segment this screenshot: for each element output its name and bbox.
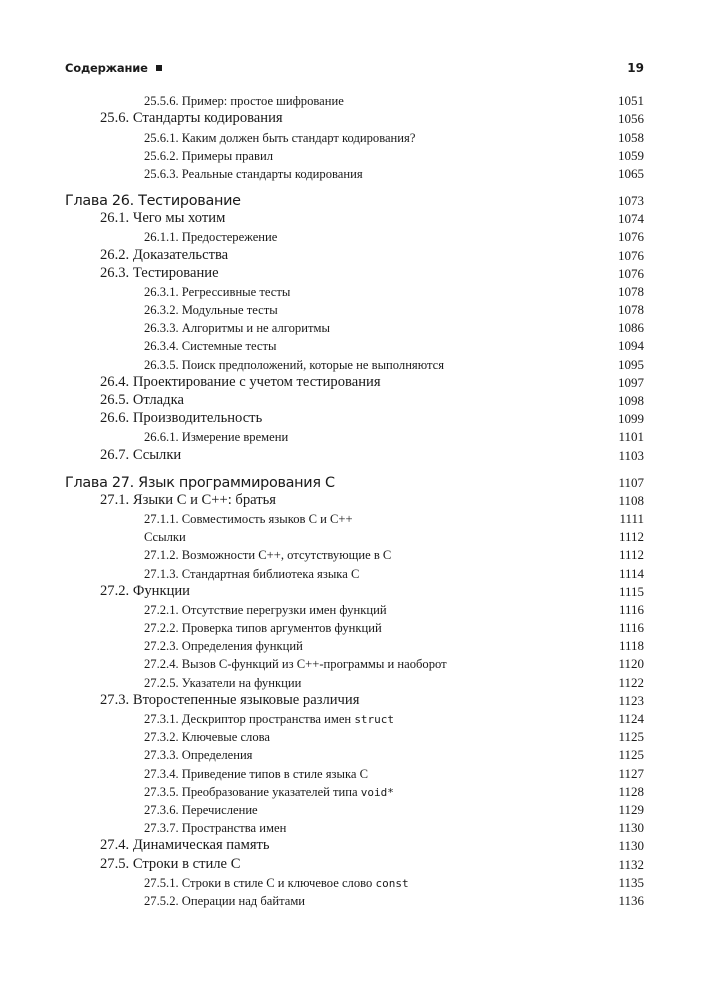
- toc-entry-title-text: 26.3.4. Системные тесты: [144, 339, 277, 354]
- toc-entry-page: 1095: [618, 356, 644, 372]
- toc-entry-title-text: 26.6. Производительность: [100, 410, 263, 427]
- toc-entry-page: 1123: [618, 692, 644, 708]
- toc-entry-title: [144, 167, 363, 182]
- toc-entry-page: 1078: [618, 302, 644, 318]
- toc-entry-page: 1116: [618, 601, 644, 617]
- toc-entry-title-text: Глава 26. Тестирование: [65, 192, 241, 209]
- toc-entry-page: 1124: [618, 711, 644, 726]
- toc-entry-code: const: [375, 876, 409, 890]
- toc-entry-title: [144, 730, 270, 745]
- toc-entry-page: 1127: [618, 765, 644, 781]
- toc-entry-title-text: 27.1.2. Возможности С++, отсутствующие в С: [144, 548, 392, 563]
- toc-entry-page: 1132: [618, 856, 644, 872]
- toc-entry-page: 1136: [618, 892, 644, 908]
- toc-entry-title-text: Глава 27. Язык программирования С: [65, 474, 335, 491]
- toc-entry-title-text: 26.1. Чего мы хотим: [100, 210, 226, 227]
- toc-entry-title: [100, 210, 225, 227]
- toc-entry-title-text: 26.6.1. Измерение времени: [144, 430, 289, 445]
- toc-entry-page: 1076: [618, 229, 644, 245]
- toc-entry-page: 1128: [618, 783, 644, 799]
- toc-subsection-entry: [0, 729, 710, 747]
- toc-entry-title: [144, 803, 258, 818]
- toc-entry-title-text: 27.3.4. Приведение типов в стиле языка С: [144, 766, 369, 781]
- toc-subsection-entry: [0, 620, 710, 638]
- toc-entry-title: [100, 392, 184, 409]
- toc-entry-title-text: 25.5.6. Пример: простое шифрование: [144, 94, 344, 109]
- toc-entry-page: 1125: [618, 729, 644, 745]
- toc-entry-title-text: 27.2.4. Вызов С-функций из С++-программы и наоборот: [144, 657, 447, 672]
- toc-entry-page: 1059: [618, 147, 644, 163]
- toc-entry-title: [144, 321, 330, 336]
- toc-entry-title: [100, 492, 276, 509]
- toc-entry-title-text: 26.3.2. Модульные тесты: [144, 303, 278, 318]
- toc-entry-title: [144, 512, 353, 527]
- toc-subsection-entry: [0, 893, 710, 911]
- toc-entry-title: [144, 131, 415, 146]
- toc-entry-page: 1135: [618, 874, 644, 890]
- toc-entry-title-text: 27.2.5. Указатели на функции: [144, 675, 302, 690]
- toc-entry-title: [144, 676, 301, 691]
- toc-section-entry: [0, 375, 710, 393]
- toc-entry-title-text: 27.4. Динамическая память: [100, 837, 270, 854]
- toc-entry-title-text: 26.1.1. Предостережение: [144, 230, 278, 245]
- header-title: Содержание: [65, 61, 148, 75]
- toc-entry-title: [144, 894, 305, 909]
- toc-entry-title: [100, 692, 359, 709]
- toc-section-entry: [0, 856, 710, 874]
- toc-entry-page: 1078: [618, 283, 644, 299]
- toc-entry-page: 1114: [618, 565, 644, 581]
- toc-entry-page: 1094: [618, 338, 644, 354]
- toc-entry-page: 1058: [618, 129, 644, 145]
- toc-subsection-entry: [0, 547, 710, 565]
- toc-subsection-entry: [0, 129, 710, 147]
- toc-entry-page: 1112: [618, 547, 644, 563]
- toc-entry-page: 1122: [618, 674, 644, 690]
- toc-entry-title-text: 27.3.6. Перечисление: [144, 802, 258, 817]
- toc-entry-title: [144, 530, 186, 545]
- toc-subsection-entry: [0, 356, 710, 374]
- toc-entry-title-text: 27.3.5. Преобразование указателей типа: [144, 784, 361, 799]
- toc-entry-page: 1111: [619, 510, 644, 526]
- toc-entry-page: 1056: [618, 111, 644, 127]
- toc-entry-title-text: 27.3.2. Ключевые слова: [144, 730, 271, 745]
- toc-entry-title: [144, 603, 387, 618]
- toc-subsection-entry: [0, 784, 710, 802]
- toc-entry-page: 1107: [618, 474, 644, 490]
- toc-entry-title: [100, 247, 228, 264]
- toc-entry-code: struct: [354, 713, 395, 726]
- toc-entry-title: [144, 230, 277, 245]
- toc-entry-page: 1097: [618, 374, 644, 390]
- toc-entry-title-text: 27.3.7. Пространства имен: [144, 821, 287, 836]
- toc-entry-title: [144, 567, 359, 582]
- header-page-number: 19: [627, 61, 644, 75]
- toc-subsection-entry: [0, 820, 710, 838]
- toc-chapter-entry: [0, 466, 710, 493]
- toc-entry-title-text: 27.2.1. Отсутствие перегрузки имен функций: [144, 602, 387, 617]
- toc-entry-title: [144, 639, 303, 654]
- toc-entry-title-text: 25.6.2. Примеры правил: [144, 148, 273, 163]
- toc-subsection-entry: [0, 765, 710, 783]
- toc-section-entry: [0, 411, 710, 429]
- toc-entry-page: 1051: [618, 93, 644, 109]
- toc-subsection-entry: [0, 602, 710, 620]
- toc-entry-page: 1116: [618, 620, 644, 636]
- toc-entry-title: [100, 374, 381, 391]
- toc-entry-title: [144, 748, 252, 763]
- toc-entry-title-text: 26.3.1. Регрессивные тесты: [144, 284, 291, 299]
- toc-chapter-entry: [0, 184, 710, 211]
- toc-entry-title: [144, 303, 278, 318]
- toc-subsection-entry: [0, 802, 710, 820]
- toc-entry-code: void*: [360, 785, 394, 799]
- toc-entry-page: 1130: [618, 838, 644, 854]
- toc-entry-title: [144, 339, 276, 354]
- toc-entry-title-text: 27.2.3. Определения функций: [144, 639, 303, 654]
- toc-section-entry: [0, 111, 710, 129]
- toc-entry-title-text: 27.2. Функции: [100, 582, 190, 599]
- toc-entry-title-text: 25.6.3. Реальные стандарты кодирования: [144, 166, 363, 181]
- toc-entry-title: [144, 876, 409, 891]
- toc-entry-page: 1120: [618, 656, 644, 672]
- toc-entry-page: 1129: [618, 801, 644, 817]
- toc-entry-title: [144, 621, 382, 636]
- toc-entry-page: 1125: [618, 747, 644, 763]
- toc-entry-page: 1086: [618, 320, 644, 336]
- toc-subsection-entry: [0, 565, 710, 583]
- toc-subsection-entry: [0, 711, 710, 729]
- toc-entry-title: [100, 110, 283, 127]
- toc-subsection-entry: [0, 529, 710, 547]
- toc-section-entry: [0, 584, 710, 602]
- toc-entry-title-text: 26.5. Отладка: [100, 392, 184, 408]
- toc-subsection-entry: [0, 320, 710, 338]
- toc-subsection-entry: [0, 229, 710, 247]
- toc-entry-title: [144, 358, 444, 373]
- toc-entry-title: [144, 657, 447, 672]
- toc-entry-page: 1065: [618, 165, 644, 181]
- toc-section-entry: [0, 493, 710, 511]
- toc-entry-page: 1108: [618, 492, 644, 508]
- toc-entry-title-text: 27.3. Второстепенные языковые различия: [100, 691, 360, 708]
- toc-entry-title: [144, 821, 286, 836]
- toc-entry-page: 1099: [618, 411, 644, 427]
- toc-entry-title-text: 27.3.3. Определения: [144, 748, 253, 763]
- toc-section-entry: [0, 247, 710, 265]
- toc-entry-title-text: 26.4. Проектирование с учетом тестирования: [100, 373, 381, 390]
- square-bullet-icon: [156, 65, 162, 71]
- toc-entry-page: 1076: [618, 265, 644, 281]
- toc-entry-title-text: 27.1.3. Стандартная библиотека языка С: [144, 566, 360, 581]
- toc-entry-page: 1112: [618, 529, 644, 545]
- toc-entry-title: [100, 837, 270, 854]
- toc-entry-title: [144, 149, 273, 164]
- toc-subsection-entry: [0, 93, 710, 111]
- toc-subsection-entry: [0, 638, 710, 656]
- toc-subsection-entry: [0, 511, 710, 529]
- toc-subsection-entry: [0, 166, 710, 184]
- toc-entry-title: [100, 856, 240, 873]
- toc-entry-page: 1130: [618, 820, 644, 836]
- toc-entry-title: [144, 94, 344, 109]
- toc-entry-title: [144, 285, 290, 300]
- toc-entry-page: 1076: [618, 247, 644, 263]
- toc-section-entry: [0, 211, 710, 229]
- toc-entry-title-text: Ссылки: [144, 530, 186, 545]
- toc-entry-page: 1101: [618, 429, 644, 445]
- toc-subsection-entry: [0, 302, 710, 320]
- toc-entry-page: 1115: [618, 583, 644, 599]
- toc-entry-title: [144, 712, 394, 727]
- running-header: [65, 58, 644, 78]
- toc-subsection-entry: [0, 148, 710, 166]
- toc-entry-title-text: 25.6.1. Каким должен быть стандарт кодирования?: [144, 130, 416, 145]
- toc-entry-title: [65, 193, 241, 209]
- toc-section-entry: [0, 266, 710, 284]
- toc-entry-page: 1118: [618, 638, 644, 654]
- toc-subsection-entry: [0, 656, 710, 674]
- toc-section-entry: [0, 393, 710, 411]
- toc-entry-title-text: 27.1. Языки С и С++: братья: [100, 491, 276, 508]
- toc-entry-title-text: 25.6. Стандарты кодирования: [100, 110, 283, 127]
- toc-subsection-entry: [0, 875, 710, 893]
- toc-entry-title-text: 27.5.1. Строки в стиле С и ключевое слово: [144, 875, 376, 890]
- toc-entry-title: [144, 548, 391, 563]
- toc-entry-title: [144, 767, 368, 782]
- toc-entry-title-text: 27.3.1. Дескриптор пространства имен: [144, 712, 355, 726]
- toc-entry-title-text: 26.3. Тестирование: [100, 264, 219, 281]
- toc-entry-page: 1073: [618, 192, 644, 208]
- toc-entry-title-text: 27.2.2. Проверка типов аргументов функций: [144, 621, 382, 636]
- toc-subsection-entry: [0, 429, 710, 447]
- toc-subsection-entry: [0, 747, 710, 765]
- toc-subsection-entry: [0, 338, 710, 356]
- toc-entry-title-text: 27.5.2. Операции над байтами: [144, 893, 306, 908]
- toc-entry-title: [144, 785, 394, 800]
- toc-entry-page: 1098: [618, 393, 644, 408]
- toc-entry-title: [100, 410, 262, 427]
- toc-section-entry: [0, 838, 710, 856]
- toc-entry-page: 1074: [618, 211, 644, 227]
- toc-entry-title: [100, 447, 181, 464]
- toc-entry-title-text: 26.3.5. Поиск предположений, которые не выполняются: [144, 357, 445, 372]
- table-of-contents: [0, 93, 710, 911]
- toc-entry-title-text: 26.7. Ссылки: [100, 446, 182, 463]
- toc-section-entry: [0, 447, 710, 465]
- header-left: [65, 61, 162, 75]
- toc-subsection-entry: [0, 284, 710, 302]
- toc-entry-title: [100, 583, 190, 600]
- toc-section-entry: [0, 693, 710, 711]
- toc-entry-title: [65, 475, 335, 491]
- toc-subsection-entry: [0, 674, 710, 692]
- toc-entry-title-text: 27.5. Строки в стиле С: [100, 855, 241, 872]
- toc-entry-title: [100, 265, 219, 282]
- toc-entry-title: [144, 430, 288, 445]
- toc-entry-title-text: 27.1.1. Совместимость языков С и С++: [144, 511, 353, 526]
- toc-entry-title-text: 26.2. Доказательства: [100, 246, 229, 263]
- toc-entry-page: 1103: [618, 447, 644, 463]
- toc-entry-title-text: 26.3.3. Алгоритмы и не алгоритмы: [144, 321, 330, 336]
